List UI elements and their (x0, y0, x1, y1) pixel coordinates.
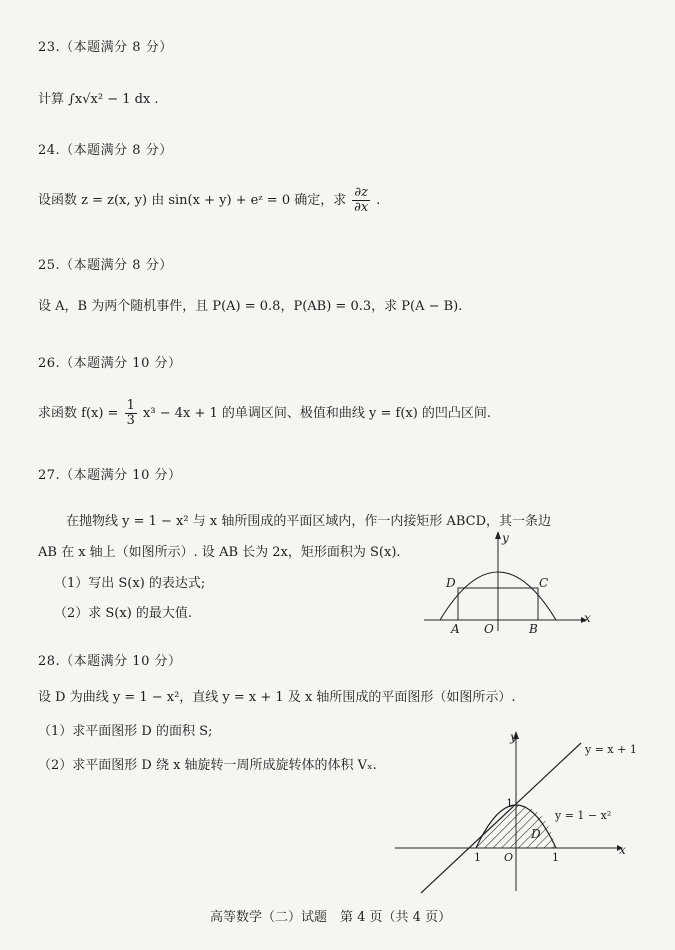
y-intercept-label: 1 (506, 797, 513, 810)
x-one-label: 1 (552, 851, 559, 864)
problem-27-header: 27.（本题满分 10 分） (38, 468, 182, 483)
origin-label: O (504, 851, 514, 864)
problem-28-line-1: 设 D 为曲线 y = 1 − x²，直线 y = x + 1 及 x 轴所围成的平面图形（如图所示）. (38, 690, 516, 705)
page-footer: 高等数学（二）试题 第 4 页（共 4 页） (210, 910, 452, 925)
x-label: x (584, 611, 591, 625)
point-a-label: A (451, 622, 460, 633)
line-equation-label: y = x + 1 (585, 743, 637, 756)
region-d-figure (395, 725, 645, 895)
problem-28-header: 28.（本题满分 10 分） (38, 654, 182, 669)
y-axis-arrow (495, 531, 501, 539)
problem-23-header: 23.（本题满分 8 分） (38, 40, 173, 55)
y-label: y (510, 730, 517, 744)
problem-27-part-2: （2）求 S(x) 的最大值. (54, 606, 193, 621)
problem-27-part-1: （1）写出 S(x) 的表达式; (54, 576, 206, 591)
problem-27-line-1: 在抛物线 y = 1 − x² 与 x 轴所围成的平面区域内，作一内接矩形 ABCD，其一条边 (66, 514, 552, 529)
shaded-region-d (473, 805, 556, 848)
problem-27-line-2: AB 在 x 轴上（如图所示）. 设 AB 长为 2x，矩形面积为 S(x). (38, 545, 401, 560)
problem-25-header: 25.（本题满分 8 分） (38, 258, 173, 273)
parabola-equation-label: y = 1 − x² (555, 809, 612, 822)
x-label: x (619, 843, 626, 857)
problem-28-part-2: （2）求平面图形 D 绕 x 轴旋转一周所成旋转体的体积 Vₓ. (38, 758, 377, 773)
x-neg-one-label: 1 (474, 851, 481, 864)
problem-28-part-1: （1）求平面图形 D 的面积 S; (38, 724, 213, 739)
origin-label: O (484, 622, 494, 633)
problem-24-text: 设函数 z = z(x, y) 由 sin(x + y) + eᶻ = 0 确定，求 $\frac{\partial z}{\partial x}$ . (38, 185, 381, 215)
point-d-label: D (446, 576, 456, 590)
problem-23-text: 计算 ∫x√x² − 1 dx . (38, 92, 159, 107)
problem-26-header: 26.（本题满分 10 分） (38, 356, 182, 371)
region-d-label: D (531, 827, 541, 841)
point-b-label: B (529, 622, 538, 633)
point-c-label: C (539, 576, 549, 590)
y-label: y (502, 531, 509, 545)
problem-24-header: 24.（本题满分 8 分） (38, 143, 173, 158)
problem-25-text: 设 A，B 为两个随机事件，且 P(A) = 0.8，P(AB) = 0.3，求 P(A − B). (38, 299, 463, 314)
problem-26-text: 求函数 f(x) = $\frac{1}{3}$ x³ − 4x + 1 的单调区间、极值和曲线 y = f(x) 的凹凸区间. (38, 398, 492, 428)
parabola-rectangle-figure (418, 527, 593, 633)
